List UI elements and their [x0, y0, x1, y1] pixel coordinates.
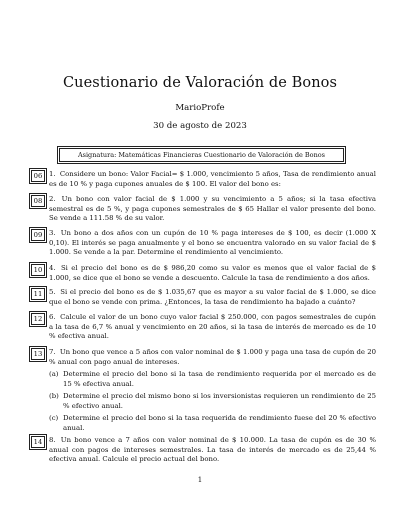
problem-code-box: 12 — [31, 313, 45, 325]
problem-index: 5. — [49, 288, 56, 296]
document-author: MarioProfe — [175, 103, 225, 113]
problem-code-box: 13 — [31, 348, 45, 360]
problem-text — [49, 264, 376, 283]
problem-text — [49, 288, 376, 307]
problem-body: Un bono con valor facial de $ 1.000 y su vencimiento a 5 años; si la tasa efectiva semestral es de 5 %, y paga cupones semestrales de $ 65 Hallar el valor presente del bono. Se vende a 111.58 % de su valor. — [49, 195, 376, 223]
problem-code-box: 08 — [31, 195, 45, 207]
document-date: 30 de agosto de 2023 — [153, 121, 247, 131]
problem-body: Un bono a dos años con un cupón de 10 % paga intereses de $ 100, es decir (1.000 X 0,10). El interés se paga anualmente y el bono se encuentra valorado en su valor facial de $ 1.000. Se vende a la par. Determine el rendimiento al vencimiento. — [49, 229, 376, 257]
problem-index: 7. — [49, 348, 56, 356]
subitem-text: Determine el precio del mismo bono si los inversionistas requieren un rendimiento de 25 % efectivo anual. — [63, 392, 376, 410]
problem-code-box: 14 — [31, 436, 45, 448]
page-number: 1 — [197, 476, 203, 484]
problem-index: 1. — [49, 170, 56, 178]
problem-index: 2. — [49, 195, 56, 203]
problem-body: Un bono vence a 7 años con valor nominal de $ 10.000. La tasa de cupón es de 30 % anual con pagos de intereses semestrales. La tasa de interés de mercado es de 25,44 % efectiva anual. Calcule el precio actual del bono. — [49, 436, 376, 464]
subitem-label: (a) — [49, 370, 59, 378]
problem-index: 3. — [49, 229, 56, 237]
problem-index: 6. — [49, 313, 56, 321]
subitem-label: (b) — [49, 392, 59, 400]
problem-text — [49, 229, 376, 258]
course-box: Asignatura: Matemáticas Financieras Cuestionario de Valoración de Bonos — [59, 148, 344, 162]
problem-body: Si el precio del bono es de $ 986,20 como su valor es menos que el valor facial de $ 1.000, se dice que el bono se vende a descuento. Calcule la tasa de rendimiento a dos años. — [49, 264, 376, 282]
problem-code-box: 09 — [31, 229, 45, 241]
problem-text — [49, 348, 376, 367]
problem-body: Considere un bono: Valor Facial= $ 1.000, vencimiento 5 años, Tasa de rendimiento anual es de 10 % y paga cupones anuales de $ 100. El valor del bono es: — [49, 170, 376, 188]
subitem — [49, 370, 376, 389]
problem-index: 8. — [49, 436, 56, 444]
problem-body: Un bono que vence a 5 años con valor nominal de $ 1.000 y paga una tasa de cupón de 20 % anual con pago anual de intereses. — [49, 348, 376, 366]
problem-text — [49, 313, 376, 342]
subitem — [49, 392, 376, 411]
subitem-text: Determine el precio del bono si la tasa de rendimiento requerida por el mercado es de 15 % efectiva anual. — [63, 370, 376, 388]
problem-text — [49, 195, 376, 224]
problem-text — [49, 436, 376, 465]
problem-index: 4. — [49, 264, 56, 272]
subitem-text: Determine el precio del bono si la tasa requerida de rendimiento fuese del 20 % efectivo anual. — [63, 414, 376, 432]
problem-code-box: 06 — [31, 170, 45, 182]
subitem — [49, 414, 376, 433]
problem-body: Calcule el valor de un bono cuyo valor facial $ 250.000, con pagos semestrales de cupón a la tasa de 6,7 % anual y vencimiento en 20 años, si la tasa de interés de mercado es de 10 % efectiva anual. — [49, 313, 376, 341]
problem-code-box: 11 — [31, 288, 45, 300]
problem-body: Si el precio del bono es de $ 1.035,67 que es mayor a su valor facial de $ 1.000, se dice que el bono se vende con prima. ¿Entonces, la tasa de rendimiento ha bajado a cuánto? — [49, 288, 376, 306]
problem-code-box: 10 — [31, 264, 45, 276]
problem-text — [49, 170, 376, 189]
document-title: Cuestionario de Valoración de Bonos — [62, 75, 338, 91]
subitem-label: (c) — [49, 414, 59, 422]
